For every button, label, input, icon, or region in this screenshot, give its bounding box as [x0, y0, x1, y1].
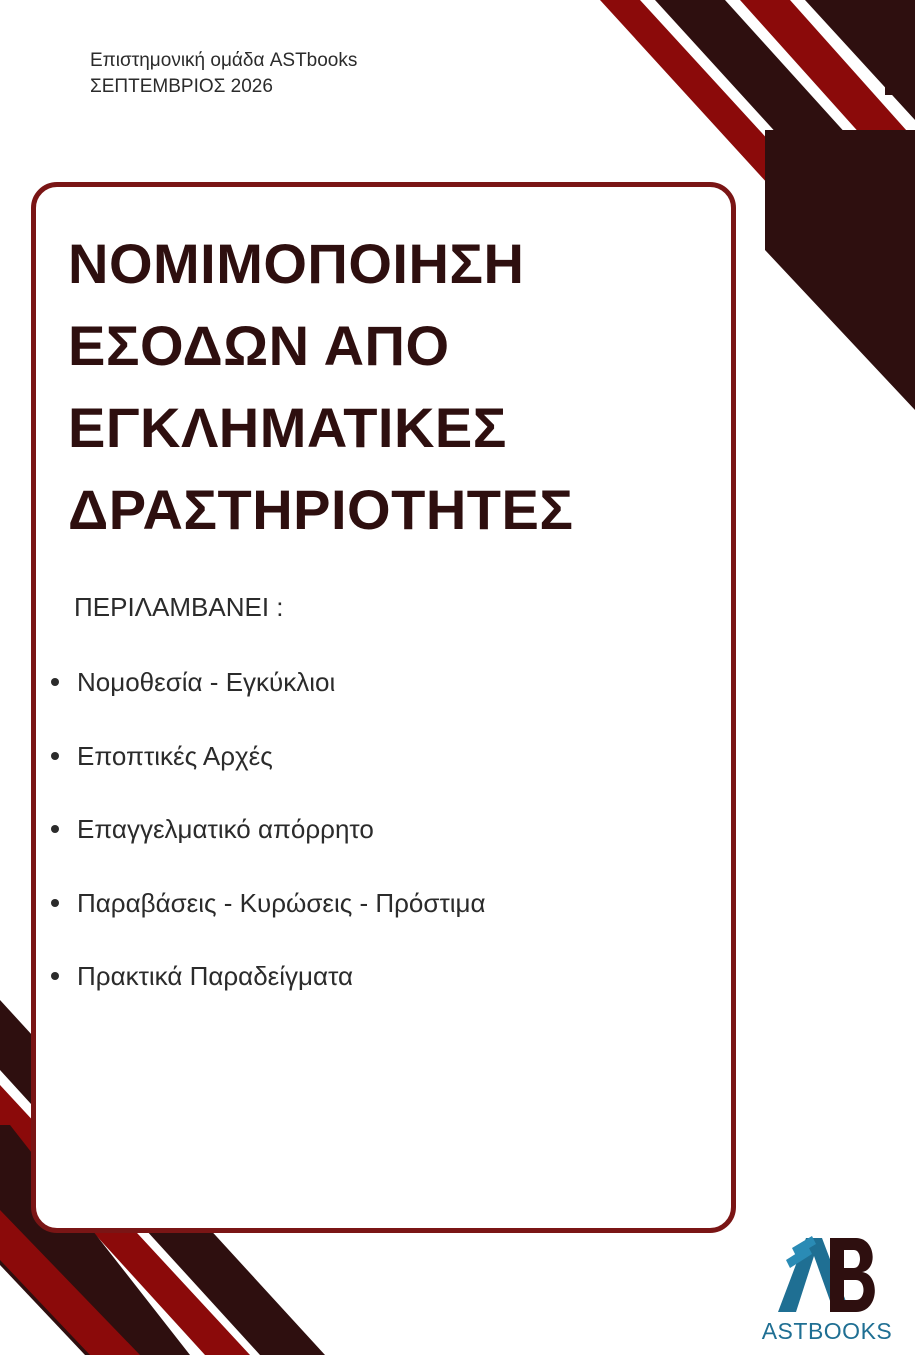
bullet-icon — [51, 899, 59, 907]
contents-list — [36, 667, 486, 1035]
list-item-text: Νομοθεσία - Εγκύκλιοι — [77, 667, 336, 697]
stripe-top-block — [765, 130, 915, 410]
list-item-text: Επαγγελματικό απόρρητο — [77, 814, 374, 844]
list-item — [36, 741, 486, 815]
header — [90, 48, 357, 100]
list-item-text: Παραβάσεις - Κυρώσεις - Πρόστιμα — [77, 887, 486, 918]
title-line: ΝΟΜΙΜΟΠΟΙΗΣΗ — [68, 232, 525, 295]
bullet-icon — [51, 752, 59, 760]
ab-logo-icon — [772, 1232, 882, 1316]
list-item — [36, 814, 486, 888]
list-item-text: Πρακτικά Παραδείγματα — [77, 961, 353, 991]
list-item-text: Εποπτικές Αρχές — [77, 740, 273, 771]
bullet-icon — [51, 678, 59, 686]
date-text: ΣΕΠΤΕΜΒΡΙΟΣ 2026 — [90, 76, 273, 97]
title-line: ΕΓΚΛΗΜΑΤΙΚΕΣ — [68, 396, 507, 459]
list-item — [36, 667, 486, 741]
title-line: ΕΣΟΔΩΝ ΑΠΟ — [68, 314, 450, 377]
stripe-top-right-accent — [885, 0, 915, 95]
bullet-icon — [51, 825, 59, 833]
document-title — [68, 223, 573, 551]
logo-text: ASTBOOKS — [761, 1318, 893, 1344]
bullet-icon — [51, 972, 59, 980]
publisher-text: Επιστημονική ομάδα ASTbooks — [90, 50, 358, 71]
includes-label: ΠΕΡΙΛΑΜΒΑΝΕΙ : — [74, 592, 284, 622]
content-card — [31, 182, 736, 1233]
list-item — [36, 888, 486, 962]
astbooks-logo — [752, 1232, 902, 1342]
list-item — [36, 961, 486, 1035]
title-line: ΔΡΑΣΤΗΡΙΟΤΗΤΕΣ — [68, 478, 574, 541]
